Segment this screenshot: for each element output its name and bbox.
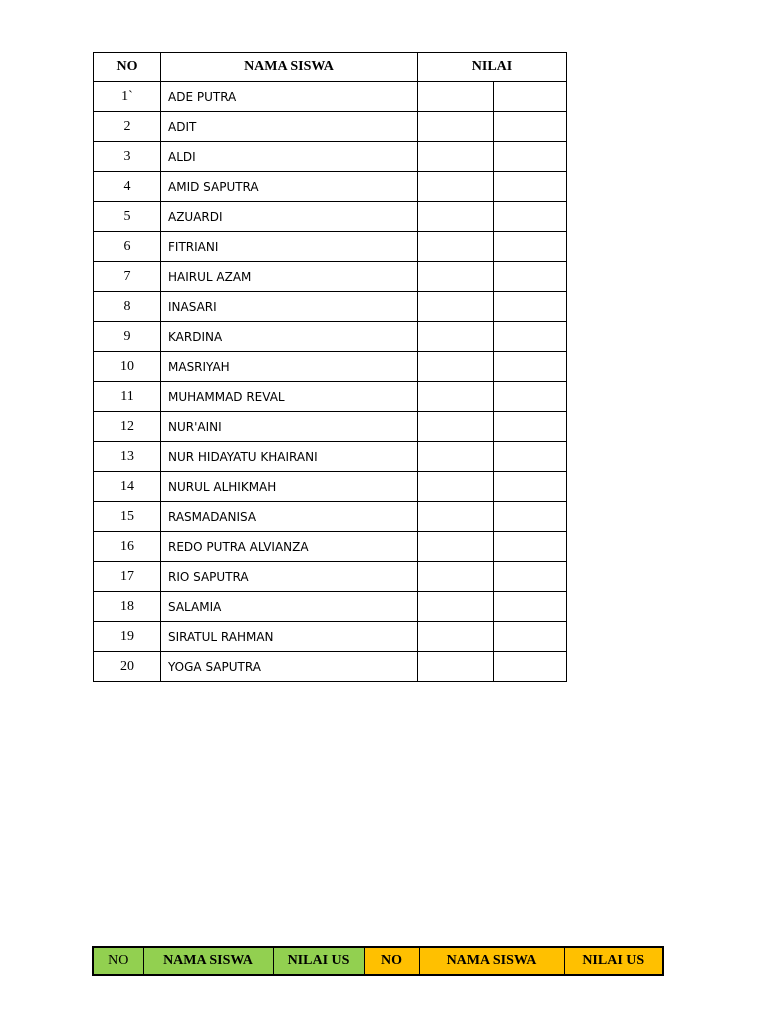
student-name: RIO SAPUTRA xyxy=(161,562,418,592)
table-header-row xyxy=(94,53,567,82)
header-name: NAMA SISWA xyxy=(161,53,418,82)
score-cell-2[interactable] xyxy=(494,382,567,412)
score-cell-1[interactable] xyxy=(418,202,494,232)
score-cell-2[interactable] xyxy=(494,172,567,202)
score-cell-1[interactable] xyxy=(418,472,494,502)
student-number: 7 xyxy=(94,262,161,292)
score-cell-1[interactable] xyxy=(418,322,494,352)
score-cell-2[interactable] xyxy=(494,502,567,532)
table-row xyxy=(94,202,567,232)
table-row xyxy=(94,562,567,592)
summary-no-2: NO xyxy=(364,947,419,975)
score-cell-2[interactable] xyxy=(494,532,567,562)
student-name: ADIT xyxy=(161,112,418,142)
summary-score-2: NILAI US xyxy=(564,947,663,975)
student-number: 12 xyxy=(94,412,161,442)
score-cell-1[interactable] xyxy=(418,652,494,682)
table-row xyxy=(94,472,567,502)
table-row xyxy=(94,502,567,532)
score-cell-1[interactable] xyxy=(418,232,494,262)
table-row xyxy=(94,382,567,412)
student-name: INASARI xyxy=(161,292,418,322)
student-number: 11 xyxy=(94,382,161,412)
table-row xyxy=(94,352,567,382)
table-row xyxy=(94,82,567,112)
student-number: 18 xyxy=(94,592,161,622)
score-cell-1[interactable] xyxy=(418,142,494,172)
student-number: 16 xyxy=(94,532,161,562)
summary-name-2: NAMA SISWA xyxy=(419,947,564,975)
summary-header-row xyxy=(93,947,663,975)
summary-header-table xyxy=(92,946,664,976)
score-cell-2[interactable] xyxy=(494,442,567,472)
score-cell-1[interactable] xyxy=(418,412,494,442)
score-cell-1[interactable] xyxy=(418,592,494,622)
student-number: 6 xyxy=(94,232,161,262)
score-cell-2[interactable] xyxy=(494,202,567,232)
score-cell-1[interactable] xyxy=(418,112,494,142)
student-name: SALAMIA xyxy=(161,592,418,622)
score-cell-1[interactable] xyxy=(418,622,494,652)
student-name: AZUARDI xyxy=(161,202,418,232)
score-cell-2[interactable] xyxy=(494,82,567,112)
student-name: REDO PUTRA ALVIANZA xyxy=(161,532,418,562)
score-cell-2[interactable] xyxy=(494,292,567,322)
table-row xyxy=(94,292,567,322)
table-row xyxy=(94,592,567,622)
score-cell-2[interactable] xyxy=(494,592,567,622)
score-cell-1[interactable] xyxy=(418,382,494,412)
table-row xyxy=(94,112,567,142)
header-score: NILAI xyxy=(418,53,567,82)
student-name: MASRIYAH xyxy=(161,352,418,382)
score-cell-2[interactable] xyxy=(494,112,567,142)
table-row xyxy=(94,232,567,262)
student-name: NUR HIDAYATU KHAIRANI xyxy=(161,442,418,472)
score-cell-1[interactable] xyxy=(418,442,494,472)
student-number: 9 xyxy=(94,322,161,352)
student-number: 19 xyxy=(94,622,161,652)
summary-no-1: NO xyxy=(93,947,143,975)
table-row xyxy=(94,172,567,202)
student-number: 4 xyxy=(94,172,161,202)
student-number: 13 xyxy=(94,442,161,472)
student-name: FITRIANI xyxy=(161,232,418,262)
table-body xyxy=(94,82,567,682)
score-cell-2[interactable] xyxy=(494,472,567,502)
score-cell-2[interactable] xyxy=(494,622,567,652)
student-number: 15 xyxy=(94,502,161,532)
student-number: 2 xyxy=(94,112,161,142)
score-cell-1[interactable] xyxy=(418,532,494,562)
student-name: RASMADANISA xyxy=(161,502,418,532)
score-cell-1[interactable] xyxy=(418,292,494,322)
student-name: ADE PUTRA xyxy=(161,82,418,112)
score-cell-2[interactable] xyxy=(494,142,567,172)
score-cell-1[interactable] xyxy=(418,562,494,592)
table-row xyxy=(94,412,567,442)
score-cell-2[interactable] xyxy=(494,262,567,292)
table-row xyxy=(94,622,567,652)
student-name: HAIRUL AZAM xyxy=(161,262,418,292)
score-cell-2[interactable] xyxy=(494,232,567,262)
student-name: AMID SAPUTRA xyxy=(161,172,418,202)
score-cell-2[interactable] xyxy=(494,652,567,682)
student-number: 8 xyxy=(94,292,161,322)
student-number: 3 xyxy=(94,142,161,172)
student-name: NUR'AINI xyxy=(161,412,418,442)
student-number: 20 xyxy=(94,652,161,682)
summary-name-1: NAMA SISWA xyxy=(143,947,273,975)
table-row xyxy=(94,532,567,562)
student-name: MUHAMMAD REVAL xyxy=(161,382,418,412)
score-cell-2[interactable] xyxy=(494,352,567,382)
score-cell-1[interactable] xyxy=(418,82,494,112)
student-number: 10 xyxy=(94,352,161,382)
score-cell-1[interactable] xyxy=(418,262,494,292)
student-number: 5 xyxy=(94,202,161,232)
score-cell-1[interactable] xyxy=(418,172,494,202)
student-name: NURUL ALHIKMAH xyxy=(161,472,418,502)
student-number: 14 xyxy=(94,472,161,502)
table-row xyxy=(94,442,567,472)
student-name: KARDINA xyxy=(161,322,418,352)
student-number: 17 xyxy=(94,562,161,592)
table-row xyxy=(94,142,567,172)
score-cell-2[interactable] xyxy=(494,562,567,592)
score-cell-2[interactable] xyxy=(494,322,567,352)
summary-score-1: NILAI US xyxy=(273,947,364,975)
student-name: YOGA SAPUTRA xyxy=(161,652,418,682)
table-row xyxy=(94,652,567,682)
score-cell-1[interactable] xyxy=(418,502,494,532)
student-grade-table xyxy=(93,52,567,682)
score-cell-1[interactable] xyxy=(418,352,494,382)
table-row xyxy=(94,322,567,352)
header-no: NO xyxy=(94,53,161,82)
student-name: SIRATUL RAHMAN xyxy=(161,622,418,652)
student-number: 1` xyxy=(94,82,161,112)
score-cell-2[interactable] xyxy=(494,412,567,442)
student-name: ALDI xyxy=(161,142,418,172)
table-row xyxy=(94,262,567,292)
